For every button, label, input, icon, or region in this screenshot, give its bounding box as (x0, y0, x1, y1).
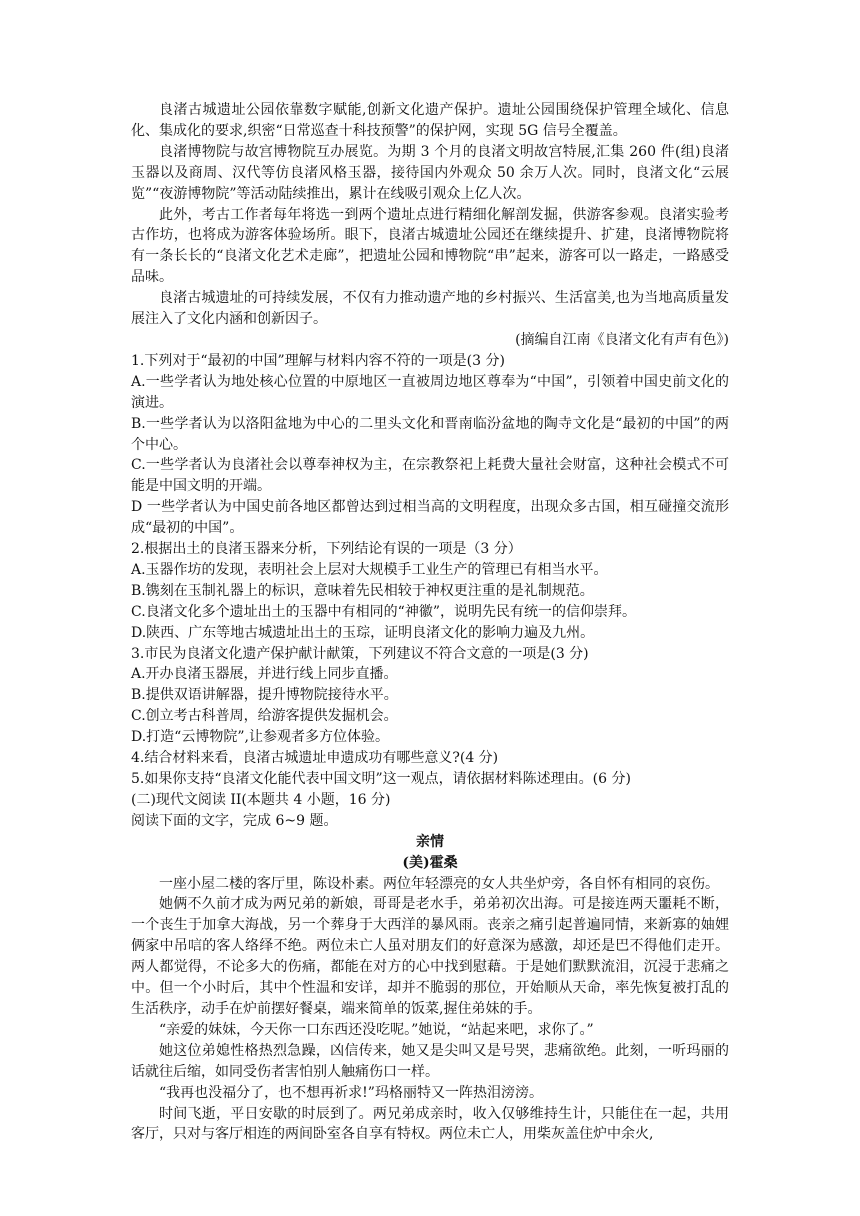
passage-paragraph: 此外，考古工作者每年将选一到两个遗址点进行精细化解剖发掘，供游客参观。良渚实验考古作坊，也将成为游客体验场所。眼下，良渚古城遗址公园还在继续提升、扩建，良渚博物院将有一条长长的“良渚文化艺术走廊”，把遗址公园和博物院“串”起来，游客可以一路走，一路感受品味。 (131, 206, 729, 286)
story-paragraph: 时间飞逝，平日安歇的时辰到了。两兄弟成亲时，收入仅够维持生计，只能住在一起，共用客厅，只对与客厅相连的两间卧室各自享有特权。两位未亡人，用柴灰盖住炉中余火, (131, 1105, 729, 1143)
question-option: C.良渚文化多个遗址出土的玉器中有相同的“神徽”，说明先民有统一的信仰崇拜。 (131, 603, 636, 620)
question-stem: 3.市民为良渚文化遗产保护献计献策，下列建议不符合文意的一项是(3 分) (131, 645, 589, 662)
story-paragraph: 一座小屋二楼的客厅里，陈设朴素。两位年轻漂亮的女人共坐炉旁，各自怀有相同的哀伤。 (159, 875, 719, 892)
question-option: D 一些学者认为中国史前各地区都曾达到过相当高的文明程度，出现众多古国，相互碰撞交流形成“最初的中国”。 (131, 499, 729, 537)
question-option: D.打造“云博物院”,让参观者多方位体验。 (131, 729, 389, 746)
question-option: B.提供双语讲解器，提升博物院接待水平。 (131, 687, 398, 704)
question-stem: 1.下列对于“最初的中国”理解与材料内容不符的一项是(3 分) (131, 352, 505, 369)
passage-paragraph: 良渚博物院与故宫博物院互办展览。为期 3 个月的良渚文明故宫特展,汇集 260 件(组)良渚玉器以及商周、汉代等仿良渚风格玉器，接待国内外观众 50 余万人次。同时，良渚文化“云展览”“夜游博物院”等活动陆续推出，累计在线吸引观众上亿人次。 (131, 143, 729, 202)
question-option: A.玉器作坊的发现，表明社会上层对大规模手工业生产的管理已有相当水平。 (131, 561, 608, 578)
question-stem: 5.如果你支持“良渚文化能代表中国文明”这一观点，请依据材料陈述理由。(6 分) (131, 771, 631, 787)
story-paragraph: “亲爱的妹妹，今天你一口东西还没吃呢。”她说，“站起来吧，求你了。” (159, 1021, 594, 1038)
question-option: A.一些学者认为地处核心位置的中原地区一直被周边地区尊奉为“中国”，引领着中国史前文化的演进。 (131, 373, 729, 411)
question-option: A.开办良渚玉器展，并进行线上同步直播。 (131, 666, 398, 683)
document-page (131, 100, 729, 1145)
question-stem: 4.结合材料来看，良渚古城遗址申遗成功有哪些意义?(4 分) (131, 750, 499, 767)
story-paragraph: 她这位弟媳性格热烈急躁，凶信传来，她又是尖叫又是号哭，悲痛欲绝。此刻，一听玛丽的话就往后缩，如同受伤者害怕别人触痛伤口一样。 (131, 1042, 729, 1080)
story-paragraph: “我再也没福分了，也不想再祈求!”玛格丽特又一阵热泪滂滂。 (159, 1084, 543, 1101)
passage-paragraph: 良渚古城遗址的可持续发展，不仅有力推动遗产地的乡村振兴、生活富美,也为当地高质量发展注入了文化内涵和创新因子。 (131, 290, 729, 328)
question-stem: 2.根据出土的良渚玉器来分析，下列结论有误的一项是（3 分） (131, 541, 522, 558)
story-title: 亲情 (416, 833, 444, 850)
question-option: C.创立考古科普周，给游客提供发掘机会。 (131, 708, 398, 725)
question-option: D.陕西、广东等地古城遗址出土的玉琮，证明良渚文化的影响力遍及九州。 (131, 624, 595, 641)
question-option: B.一些学者认为以洛阳盆地为中心的二里头文化和晋南临汾盆地的陶寺文化是“最初的中国”的两个中心。 (131, 415, 729, 453)
section-heading: (二)现代文阅读 II(本题共 4 小题，16 分) (131, 791, 391, 808)
question-option: C.一些学者认为良渚社会以尊奉神权为主，在宗教祭祀上耗费大量社会财富，这种社会模式不可能是中国文明的开端。 (131, 457, 729, 495)
passage-source: (摘编自江南《良渚文化有声有色》) (515, 331, 729, 348)
story-author: (美)霍桑 (402, 854, 458, 871)
section-instruction: 阅读下面的文字，完成 6~9 题。 (131, 812, 338, 829)
passage-paragraph: 良渚古城遗址公园依靠数字赋能,创新文化遗产保护。遗址公园围绕保护管理全域化、信息化、集成化的要求,织密“日常巡查十科技预警”的保护网，实现 5G 信号全覆盖。 (131, 102, 729, 139)
question-option: B.镌刻在玉制礼器上的标识，意味着先民相较于神权更注重的是礼制规范。 (131, 582, 594, 599)
story-paragraph: 她俩不久前才成为两兄弟的新娘，哥哥是老水手，弟弟初次出海。可是接连两天噩耗不断，一个丧生于加拿大海战，另一个葬身于大西洋的暴风雨。丧亲之痛引起普遍同情，来新寡的妯娌俩家中吊唁的客人络绎不绝。两位未亡人虽对朋友们的好意深为感激，却还是巴不得他们走开。两人都觉得，不论多大的伤痛，都能在对方的心中找到慰藉。于是她们默默流泪，沉浸于悲痛之中。但一个小时后，其中个性温和安详，却并不脆弱的那位，开始顺从天命，率先恢复被打乱的生活秩序，动手在炉前摆好餐桌，端来简单的饭菜,握住弟妹的手。 (131, 896, 729, 1017)
